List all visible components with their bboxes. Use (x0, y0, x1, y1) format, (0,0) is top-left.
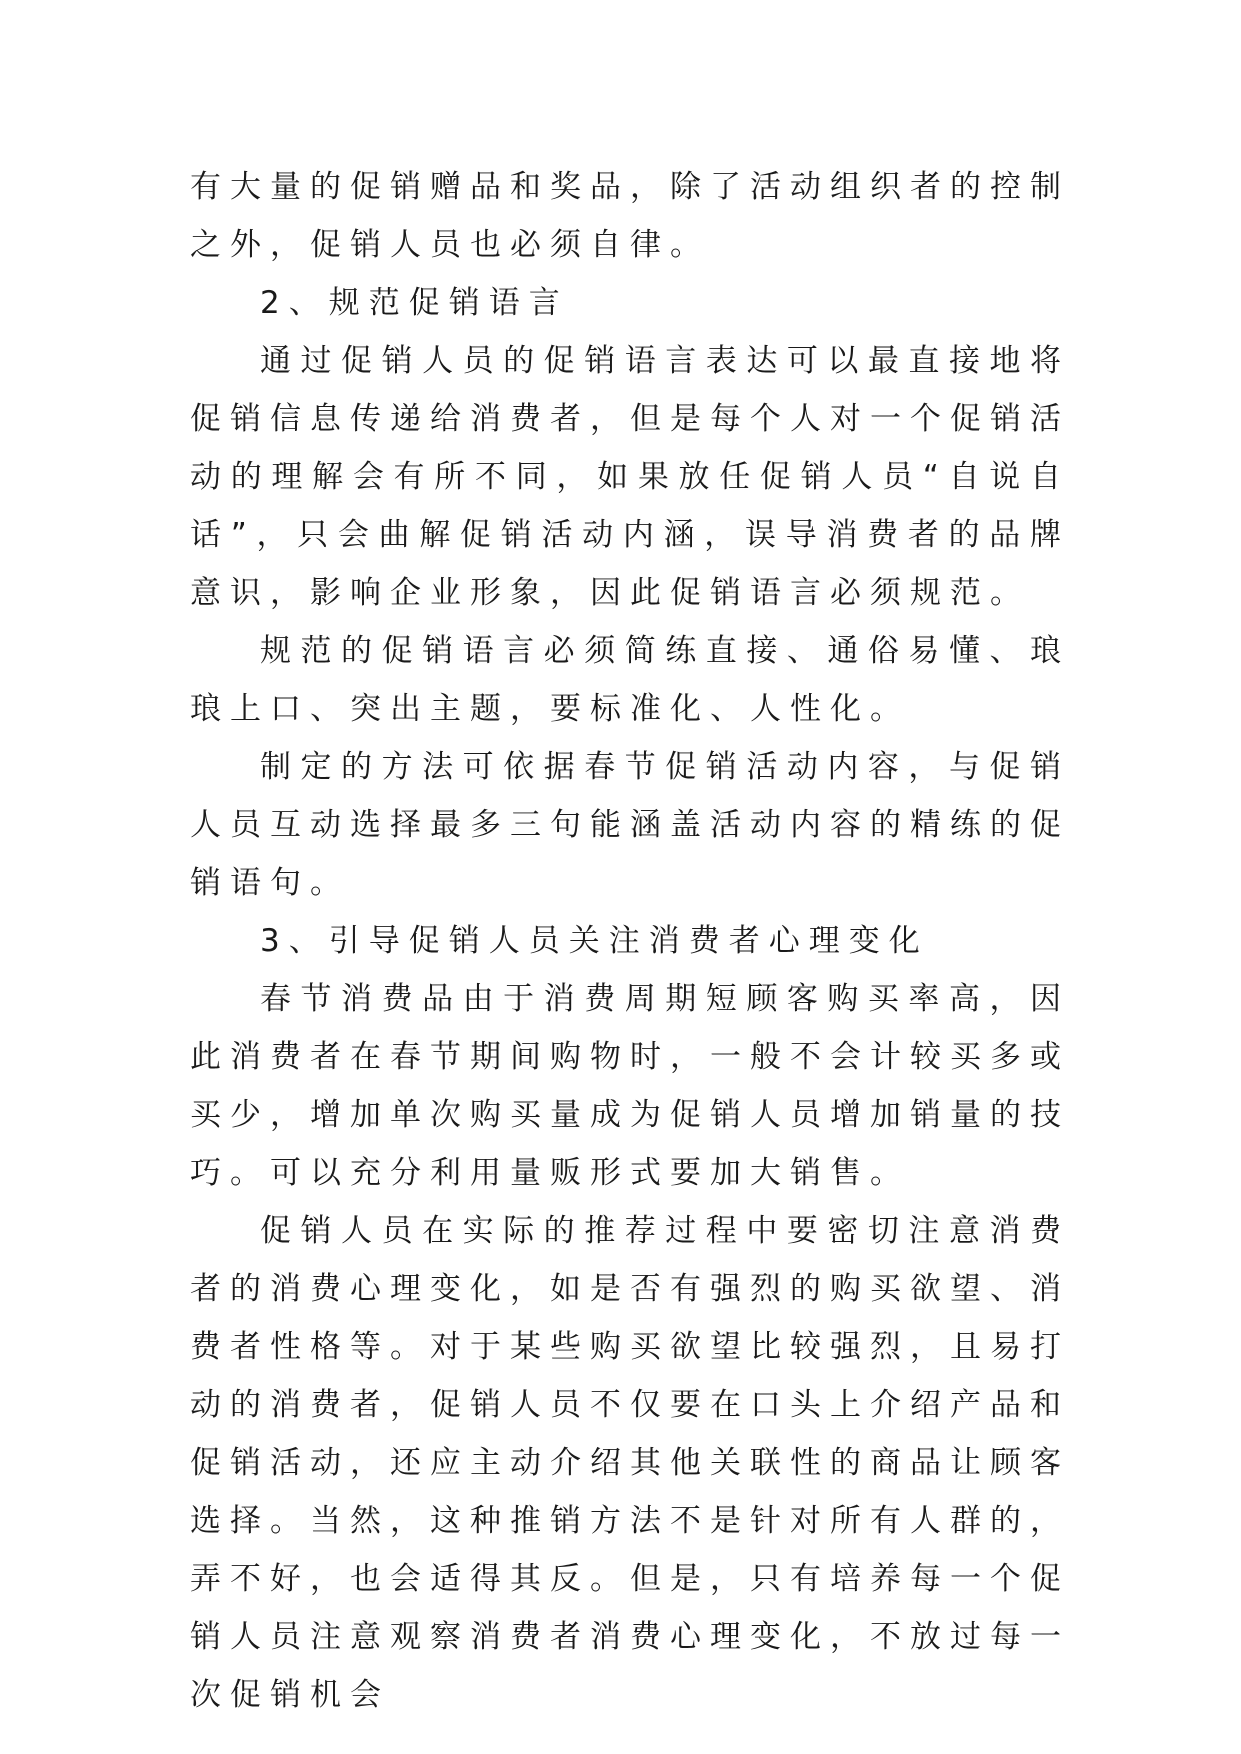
paragraph-1: 有大量的促销赠品和奖品，除了活动组织者的控制之外，促销人员也必须自律。 (190, 169, 1070, 263)
paragraph-6: 促销人员在实际的推荐过程中要密切注意消费者的消费心理变化，如是否有强烈的购买欲望、消费者性格等。对于某些购买欲望比较强烈，且易打动的消费者，促销人员不仅要在口头上介绍产品和促销活动，还应主动介绍其他关联性的商品让顾客选择。当然，这种推销方法不是针对所有人群的，弄不好，也会适得其反。但是，只有培养每一个促销人员注意观察消费者消费心理变化，不放过每一次促销机会 (190, 1213, 1070, 1713)
document-body (190, 158, 1070, 1724)
section-heading-3: 3、引导促销人员关注消费者心理变化 (260, 923, 929, 959)
paragraph-3: 规范的促销语言必须简练直接、通俗易懂、琅琅上口、突出主题，要标准化、人性化。 (190, 633, 1070, 727)
paragraph-2: 通过促销人员的促销语言表达可以最直接地将促销信息传递给消费者，但是每个人对一个促销活动的理解会有所不同，如果放任促销人员“自说自话”，只会曲解促销活动内涵，误导消费者的品牌意识，影响企业形象，因此促销语言必须规范。 (190, 343, 1070, 611)
paragraph-4: 制定的方法可依据春节促销活动内容，与促销人员互动选择最多三句能涵盖活动内容的精练的促销语句。 (190, 749, 1070, 901)
paragraph-5: 春节消费品由于消费周期短顾客购买率高，因此消费者在春节期间购物时，一般不会计较买多或买少，增加单次购买量成为促销人员增加销量的技巧。可以充分利用量贩形式要加大销售。 (190, 981, 1070, 1191)
section-heading-2: 2、规范促销语言 (260, 285, 569, 321)
